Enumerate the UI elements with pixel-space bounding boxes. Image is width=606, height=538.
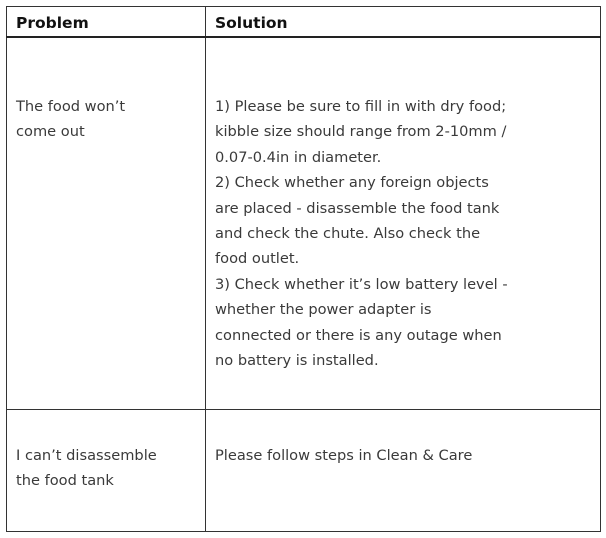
- solution-line: and check the chute. Also check the: [215, 225, 481, 243]
- solution-line: Please follow steps in Clean & Care: [215, 446, 473, 464]
- solution-cell: [206, 37, 601, 409]
- solution-line: 1) Please be sure to fill in with dry food;: [215, 98, 507, 115]
- solution-line: food outlet.: [215, 250, 300, 268]
- solution-line: whether the power adapter is: [215, 301, 432, 319]
- solution-line: are placed - disassemble the food tank: [215, 199, 500, 217]
- solution-line: 2) Check whether any foreign objects: [215, 174, 489, 192]
- solution-line: 3) Check whether it’s low battery level -: [215, 275, 508, 293]
- header-solution: Solution: [206, 7, 601, 38]
- table-row: [7, 37, 601, 409]
- solution-cell: [206, 409, 601, 532]
- solution-line: kibble size should range from 2-10mm /: [215, 123, 507, 141]
- problem-line: The food won’t: [16, 98, 126, 115]
- problem-cell: [7, 37, 206, 409]
- problem-cell: [7, 409, 206, 532]
- solution-line: connected or there is any outage when: [215, 326, 502, 344]
- troubleshooting-table: [6, 6, 601, 532]
- solution-line: 0.07-0.4in in diameter.: [215, 148, 382, 166]
- problem-line: I can’t disassemble: [16, 446, 157, 464]
- problem-line: the food tank: [16, 471, 114, 489]
- solution-line: no battery is installed.: [215, 352, 379, 370]
- table-row: [7, 409, 601, 532]
- problem-line: come out: [16, 123, 85, 141]
- table-header-row: [7, 7, 601, 38]
- header-problem: Problem: [7, 7, 206, 38]
